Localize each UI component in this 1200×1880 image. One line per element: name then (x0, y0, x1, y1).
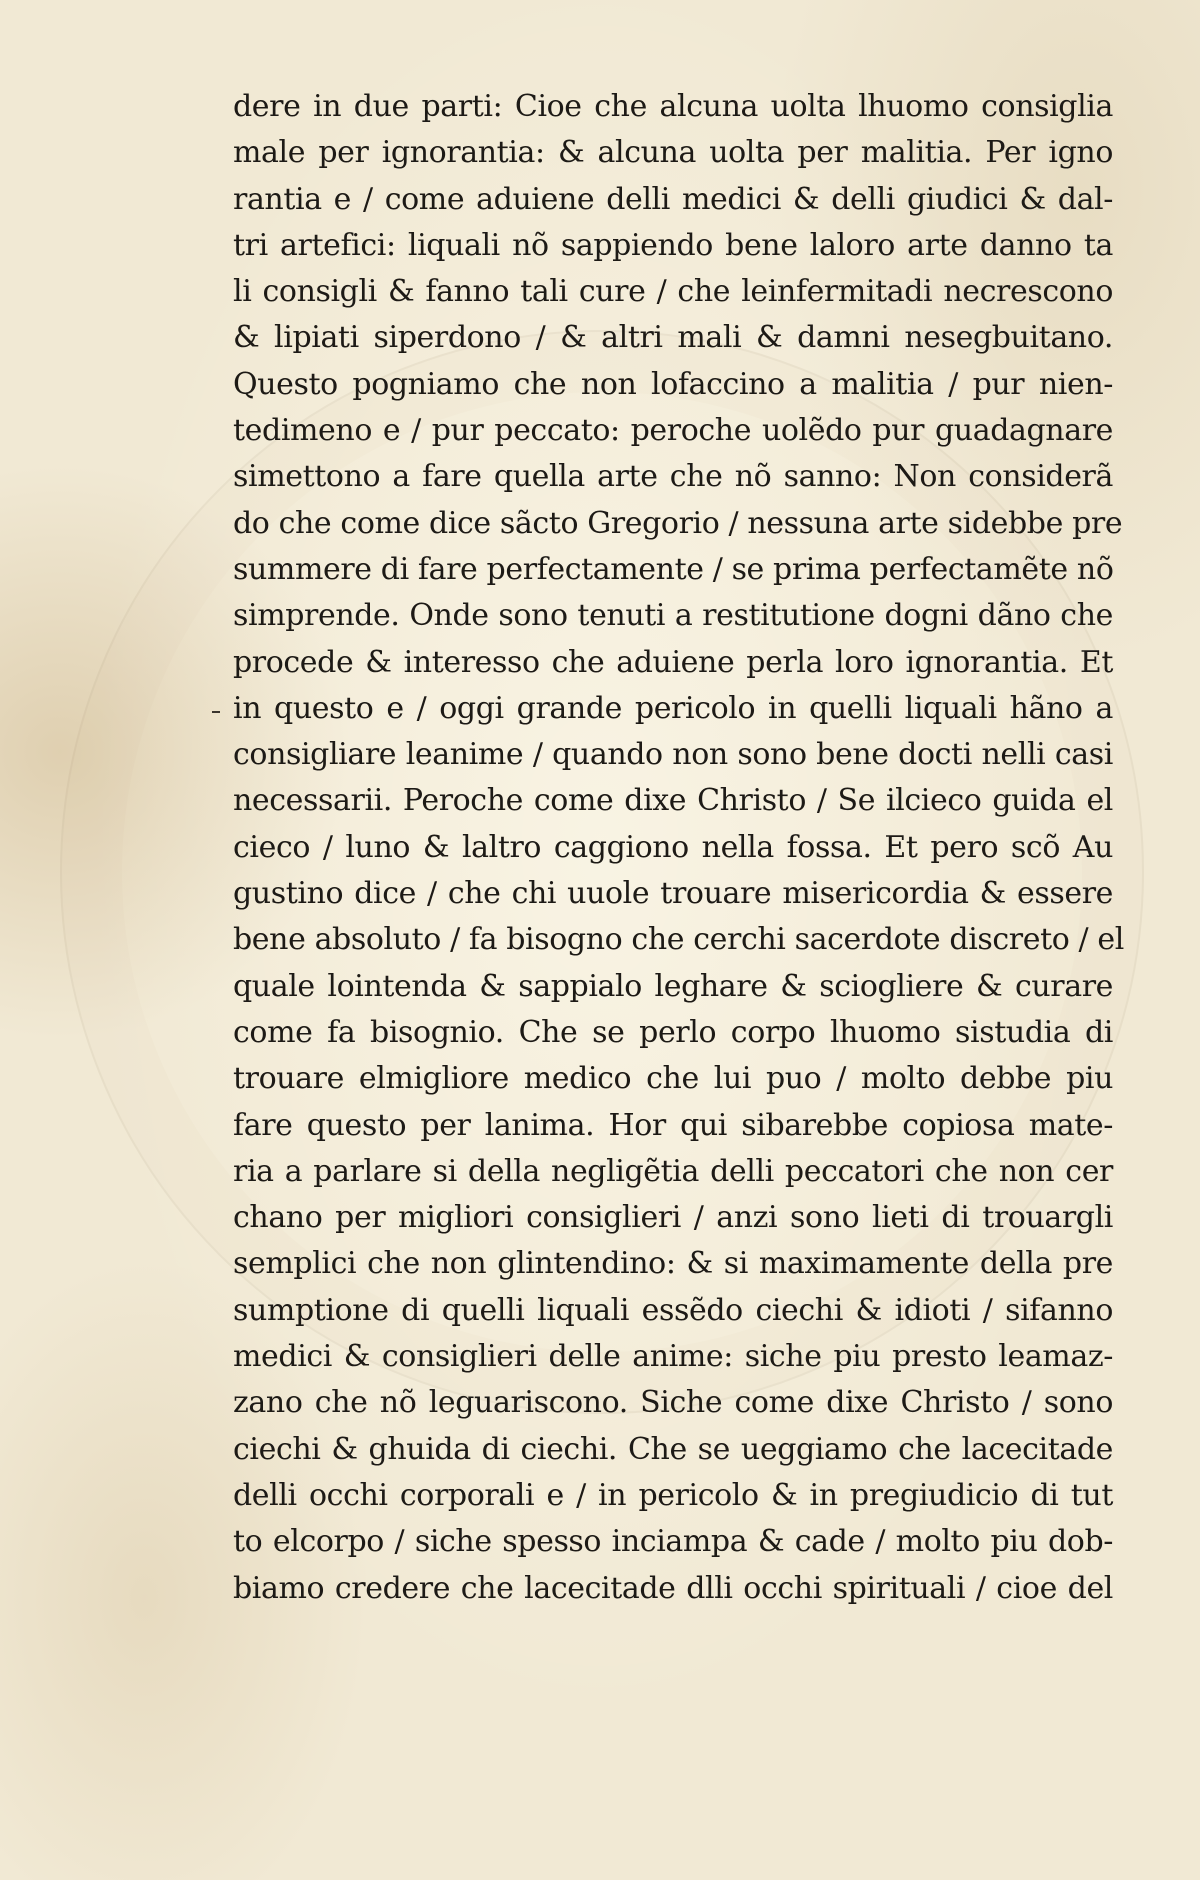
text-line: ciechi & ghuida di ciechi. Che se ueggiamo che lacecitade (233, 1431, 1113, 1467)
text-line: trouare elmigliore medico che lui puo / molto debbe piu (233, 1061, 1113, 1097)
text-line: quale lointenda & sappialo leghare & sciogliere & curare (233, 968, 1113, 1004)
text-line: rantia e / come aduiene delli medici & delli giudici & dal- (233, 181, 1113, 217)
text-line: summere di fare perfectamente / se prima perfectamẽte nõ (233, 551, 1114, 587)
text-line: Questo pogniamo che non lofaccino a malitia / pur nien- (233, 366, 1113, 402)
text-line: procede & interesso che aduiene perla loro ignorantia. Et (233, 644, 1113, 680)
margin-mark (212, 711, 220, 713)
text-line: gustino dice / che chi uuole trouare misericordia & essere (233, 876, 1113, 912)
text-line: cieco / luno & laltro caggiono nella fossa. Et pero scõ Au (233, 829, 1113, 865)
text-line: to elcorpo / siche spesso inciampa & cade / molto piu dob- (233, 1524, 1113, 1560)
text-line: chano per migliori consiglieri / anzi sono lieti di trouargli (233, 1200, 1113, 1236)
text-line: simettono a fare quella arte che nõ sanno: Non considerã (233, 459, 1113, 495)
text-line: medici & consiglieri delle anime: siche piu presto leamaz- (233, 1339, 1113, 1375)
text-line: fare questo per lanima. Hor qui sibarebbe copiosa mate- (233, 1107, 1113, 1143)
text-line: sumptione di quelli liquali essẽdo ciechi & idioti / sifanno (233, 1292, 1113, 1328)
text-line: ria a parlare si della negligẽtia delli peccatori che non cer (233, 1153, 1113, 1189)
text-line: tri artefici: liquali nõ sappiendo bene laloro arte danno ta (233, 227, 1113, 263)
text-line: delli occhi corporali e / in pericolo & in pregiudicio di tut (233, 1477, 1113, 1513)
text-line: tedimeno e / pur peccato: peroche uolẽdo pur guadagnare (233, 413, 1113, 449)
text-line: li consigli & fanno tali cure / che leinfermitadi necrescono (233, 274, 1113, 310)
text-line: come fa bisognio. Che se perlo corpo lhuomo sistudia di (233, 1014, 1113, 1050)
text-line: necessarii. Peroche come dixe Christo / Se ilcieco guida el (233, 783, 1113, 819)
text-line: semplici che non glintendino: & si maximamente della pre (233, 1246, 1113, 1282)
text-line: simprende. Onde sono tenuti a restitutione dogni dãno che (233, 598, 1113, 634)
text-line: dere in due parti: Cioe che alcuna uolta lhuomo consiglia (233, 89, 1113, 124)
text-line: consigliare leanime / quando non sono bene docti nelli casi (233, 737, 1113, 773)
text-line: bene absoluto / fa bisogno che cerchi sacerdote discreto / el (233, 922, 1124, 958)
text-line: zano che nõ leguariscono. Siche come dixe Christo / sono (233, 1385, 1113, 1421)
text-line: male per ignorantia: & alcuna uolta per malitia. Per igno (233, 135, 1113, 171)
text-line: do che come dice sãcto Gregorio / nessuna arte sidebbe pre (233, 505, 1123, 541)
text-line: & lipiati siperdono / & altri mali & damni nesegbuitano. (233, 320, 1113, 356)
text-line: biamo credere che lacecitade dlli occhi spirituali / cioe del (233, 1570, 1113, 1606)
text-block (233, 84, 1124, 1612)
text-line: in questo e / oggi grande pericolo in quelli liquali hãno a (233, 690, 1113, 726)
